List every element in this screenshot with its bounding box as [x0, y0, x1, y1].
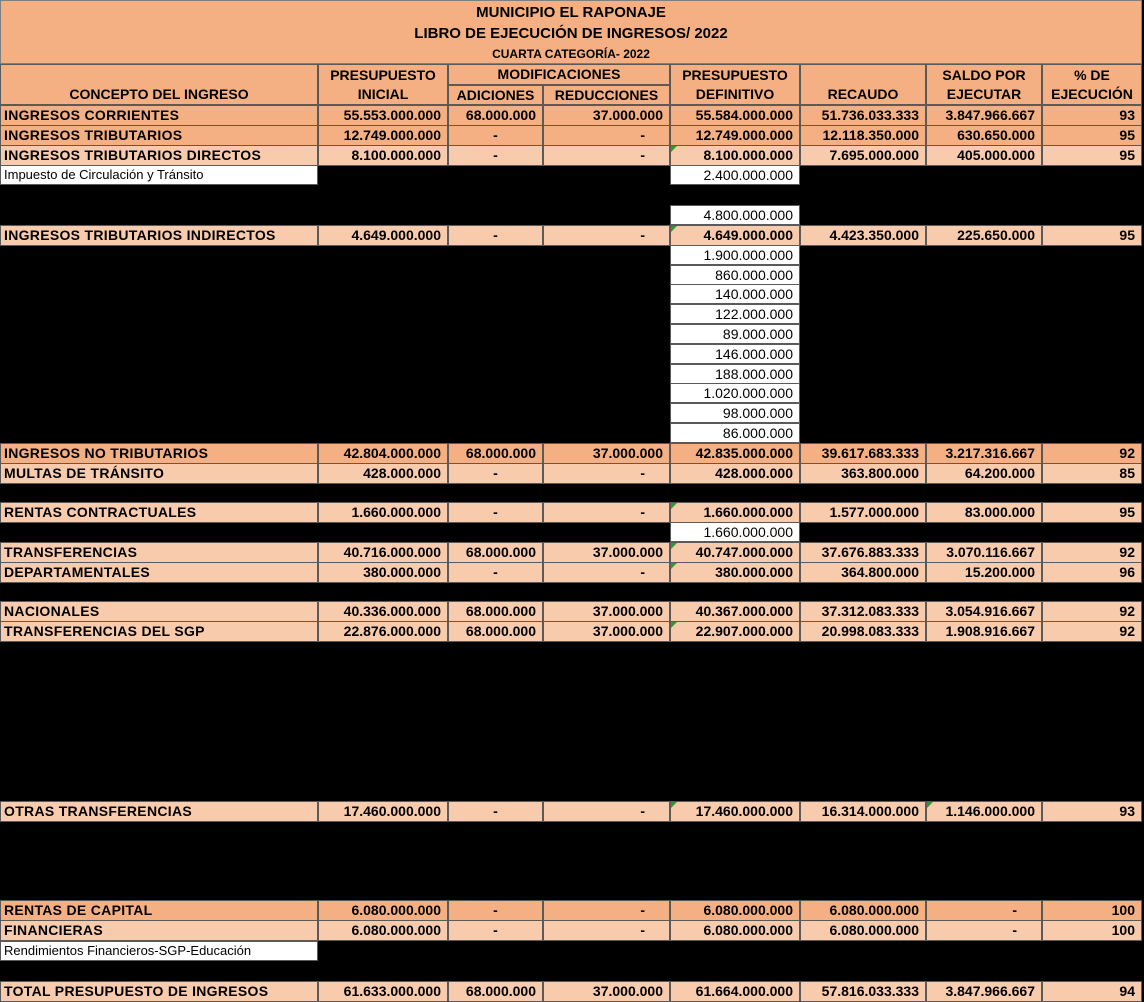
row-saldo-cell: 3.847.966.667: [926, 981, 1042, 1002]
sub-item-value: 1.020.000.000: [670, 383, 800, 403]
row-reducciones-cell: -: [543, 463, 670, 484]
row-inicial-cell: 1.660.000.000: [318, 502, 448, 523]
row-adiciones-cell: 68.000.000: [448, 443, 543, 464]
row-adiciones-cell: 68.000.000: [448, 105, 543, 126]
row-reducciones-cell: 37.000.000: [543, 105, 670, 126]
row-adiciones-cell: -: [448, 125, 543, 146]
row-concepto-cell: INGRESOS TRIBUTARIOS: [0, 125, 318, 146]
row-pct-cell: 96: [1042, 562, 1142, 583]
row-inicial-cell: 428.000.000: [318, 463, 448, 484]
row-recaudo-cell: 12.118.350.000: [800, 125, 926, 146]
col-header-recaudo-line2: RECAUDO: [827, 86, 899, 102]
sub-item-value: 86.000.000: [670, 423, 800, 443]
row-adiciones-cell: 68.000.000: [448, 542, 543, 563]
sub-item-value: 89.000.000: [670, 324, 800, 344]
col-header-porcentaje: [1042, 64, 1142, 105]
row-inicial-cell: 61.633.000.000: [318, 981, 448, 1002]
row-saldo-cell: -: [926, 900, 1042, 921]
sub-item-value: 140.000.000: [670, 284, 800, 304]
row-pct-cell: 92: [1042, 601, 1142, 622]
row-reducciones-cell: -: [543, 920, 670, 941]
row-concepto-cell: FINANCIERAS: [0, 920, 318, 941]
row-concepto-cell: MULTAS DE TRÁNSITO: [0, 463, 318, 484]
row-pct-cell: 92: [1042, 542, 1142, 563]
municipality-title: MUNICIPIO EL RAPONAJE: [476, 4, 666, 21]
green-triangle-marker: [671, 503, 677, 509]
row-reducciones-cell: 37.000.000: [543, 601, 670, 622]
col-header-saldo: [926, 64, 1042, 105]
row-adiciones-cell: -: [448, 562, 543, 583]
book-title: LIBRO DE EJECUCIÓN DE INGRESOS/ 2022: [414, 25, 728, 42]
row-saldo-cell: 3.847.966.667: [926, 105, 1042, 126]
row-pct-cell: 92: [1042, 443, 1142, 464]
row-recaudo-cell: 20.998.083.333: [800, 621, 926, 642]
row-inicial-cell: 6.080.000.000: [318, 900, 448, 921]
row-pct-cell: 100: [1042, 900, 1142, 921]
row-definitivo-cell: 12.749.000.000: [670, 125, 800, 146]
row-adiciones-cell: -: [448, 801, 543, 822]
sub-item-value: 1.900.000.000: [670, 245, 800, 265]
row-recaudo-cell: 7.695.000.000: [800, 145, 926, 166]
row-inicial-cell: 42.804.000.000: [318, 443, 448, 464]
row-adiciones-cell: -: [448, 145, 543, 166]
row-concepto-cell: RENTAS CONTRACTUALES: [0, 502, 318, 523]
row-concepto-cell: TRANSFERENCIAS: [0, 542, 318, 563]
row-saldo-cell: 15.200.000: [926, 562, 1042, 583]
row-reducciones-cell: -: [543, 900, 670, 921]
row-reducciones-cell: -: [543, 801, 670, 822]
row-pct-cell: 85: [1042, 463, 1142, 484]
row-reducciones-cell: -: [543, 502, 670, 523]
row-pct-cell: 94: [1042, 981, 1142, 1002]
col-header-concepto-line2: CONCEPTO DEL INGRESO: [69, 86, 249, 102]
row-definitivo-cell: 380.000.000: [670, 562, 800, 583]
col-header-porcentaje-line1: % DE: [1074, 67, 1110, 83]
green-triangle-marker: [671, 146, 677, 152]
sheet-title-block: [0, 0, 1142, 64]
row-concepto-cell: TOTAL PRESUPUESTO DE INGRESOS: [0, 981, 318, 1002]
row-adiciones-cell: -: [448, 502, 543, 523]
row-definitivo-cell: 40.747.000.000: [670, 542, 800, 563]
row-definitivo-cell: 428.000.000: [670, 463, 800, 484]
row-pct-cell: 93: [1042, 801, 1142, 822]
col-header-presupuesto-definitivo: [670, 64, 800, 105]
row-inicial-cell: 40.336.000.000: [318, 601, 448, 622]
row-inicial-cell: 55.553.000.000: [318, 105, 448, 126]
sub-item-value: 4.800.000.000: [670, 205, 800, 225]
row-adiciones-cell: 68.000.000: [448, 601, 543, 622]
row-concepto-cell: TRANSFERENCIAS DEL SGP: [0, 621, 318, 642]
row-inicial-cell: 12.749.000.000: [318, 125, 448, 146]
row-inicial-cell: 380.000.000: [318, 562, 448, 583]
col-header-recaudo: [800, 64, 926, 105]
row-recaudo-cell: 51.736.033.333: [800, 105, 926, 126]
row-recaudo-cell: 364.800.000: [800, 562, 926, 583]
row-definitivo-cell: 1.660.000.000: [670, 502, 800, 523]
row-pct-cell: 95: [1042, 502, 1142, 523]
row-concepto-cell: OTRAS TRANSFERENCIAS: [0, 801, 318, 822]
row-saldo-cell: -: [926, 920, 1042, 941]
col-header-presupuesto-inicial-line2: INICIAL: [357, 86, 409, 102]
sub-item-label: Impuesto de Circulación y Tránsito: [0, 165, 318, 185]
row-adiciones-cell: -: [448, 463, 543, 484]
col-header-presupuesto-inicial-line1: PRESUPUESTO: [330, 67, 436, 83]
row-saldo-cell: 630.650.000: [926, 125, 1042, 146]
col-header-saldo-line2: EJECUTAR: [946, 86, 1022, 102]
row-saldo-cell: 3.070.116.667: [926, 542, 1042, 563]
col-header-presupuesto-definitivo-line2: DEFINITIVO: [695, 86, 775, 102]
row-saldo-cell: 1.146.000.000: [926, 801, 1042, 822]
sub-item-label: Rendimientos Financieros-SGP-Educación: [0, 941, 318, 961]
sub-item-value: 860.000.000: [670, 265, 800, 285]
row-recaudo-cell: 39.617.683.333: [800, 443, 926, 464]
row-pct-cell: 95: [1042, 125, 1142, 146]
sub-item-value: 122.000.000: [670, 304, 800, 324]
col-header-modificaciones: MODIFICACIONES: [448, 64, 670, 85]
col-header-concepto: [0, 64, 318, 105]
row-saldo-cell: 3.054.916.667: [926, 601, 1042, 622]
col-header-saldo-line1: SALDO POR: [942, 67, 1026, 83]
row-pct-cell: 92: [1042, 621, 1142, 642]
row-concepto-cell: DEPARTAMENTALES: [0, 562, 318, 583]
category-subtitle: CUARTA CATEGORÍA- 2022: [492, 47, 650, 61]
row-saldo-cell: 405.000.000: [926, 145, 1042, 166]
row-reducciones-cell: 37.000.000: [543, 443, 670, 464]
col-header-porcentaje-line2: EJECUCIÓN: [1051, 86, 1133, 102]
row-recaudo-cell: 57.816.033.333: [800, 981, 926, 1002]
row-concepto-cell: INGRESOS NO TRIBUTARIOS: [0, 443, 318, 464]
row-recaudo-cell: 6.080.000.000: [800, 900, 926, 921]
row-definitivo-cell: 8.100.000.000: [670, 145, 800, 166]
row-inicial-cell: 4.649.000.000: [318, 225, 448, 246]
row-definitivo-cell: 61.664.000.000: [670, 981, 800, 1002]
row-recaudo-cell: 4.423.350.000: [800, 225, 926, 246]
row-recaudo-cell: 363.800.000: [800, 463, 926, 484]
sub-item-value: 1.660.000.000: [670, 522, 800, 542]
row-adiciones-cell: -: [448, 900, 543, 921]
row-definitivo-cell: 4.649.000.000: [670, 225, 800, 246]
row-concepto-cell: INGRESOS TRIBUTARIOS DIRECTOS: [0, 145, 318, 166]
row-recaudo-cell: 37.312.083.333: [800, 601, 926, 622]
row-adiciones-cell: 68.000.000: [448, 981, 543, 1002]
row-inicial-cell: 40.716.000.000: [318, 542, 448, 563]
green-triangle-marker: [671, 563, 677, 569]
row-adiciones-cell: -: [448, 920, 543, 941]
row-saldo-cell: 225.650.000: [926, 225, 1042, 246]
row-concepto-cell: INGRESOS CORRIENTES: [0, 105, 318, 126]
row-adiciones-cell: -: [448, 225, 543, 246]
sub-item-value: 146.000.000: [670, 344, 800, 364]
row-reducciones-cell: -: [543, 225, 670, 246]
row-recaudo-cell: 16.314.000.000: [800, 801, 926, 822]
sub-item-value: 188.000.000: [670, 364, 800, 384]
row-concepto-cell: NACIONALES: [0, 601, 318, 622]
green-triangle-marker: [671, 543, 677, 549]
row-inicial-cell: 8.100.000.000: [318, 145, 448, 166]
row-saldo-cell: 3.217.316.667: [926, 443, 1042, 464]
row-recaudo-cell: 1.577.000.000: [800, 502, 926, 523]
row-pct-cell: 93: [1042, 105, 1142, 126]
green-triangle-marker: [671, 622, 677, 628]
row-pct-cell: 100: [1042, 920, 1142, 941]
row-saldo-cell: 83.000.000: [926, 502, 1042, 523]
row-concepto-cell: RENTAS DE CAPITAL: [0, 900, 318, 921]
green-triangle-marker: [671, 226, 677, 232]
row-recaudo-cell: 6.080.000.000: [800, 920, 926, 941]
row-saldo-cell: 64.200.000: [926, 463, 1042, 484]
row-pct-cell: 95: [1042, 225, 1142, 246]
row-concepto-cell: INGRESOS TRIBUTARIOS INDIRECTOS: [0, 225, 318, 246]
row-pct-cell: 95: [1042, 145, 1142, 166]
row-inicial-cell: 6.080.000.000: [318, 920, 448, 941]
col-header-presupuesto-definitivo-line1: PRESUPUESTO: [682, 67, 788, 83]
col-header-adiciones: ADICIONES: [448, 85, 543, 105]
green-triangle-marker: [671, 802, 677, 808]
row-reducciones-cell: 37.000.000: [543, 542, 670, 563]
row-inicial-cell: 22.876.000.000: [318, 621, 448, 642]
row-definitivo-cell: 6.080.000.000: [670, 920, 800, 941]
row-definitivo-cell: 42.835.000.000: [670, 443, 800, 464]
row-definitivo-cell: 22.907.000.000: [670, 621, 800, 642]
col-header-reducciones: REDUCCIONES: [543, 85, 670, 105]
row-reducciones-cell: -: [543, 562, 670, 583]
sub-item-value: 2.400.000.000: [670, 165, 800, 185]
row-saldo-cell: 1.908.916.667: [926, 621, 1042, 642]
green-triangle-marker: [927, 802, 933, 808]
row-definitivo-cell: 55.584.000.000: [670, 105, 800, 126]
row-definitivo-cell: 6.080.000.000: [670, 900, 800, 921]
row-definitivo-cell: 17.460.000.000: [670, 801, 800, 822]
row-recaudo-cell: 37.676.883.333: [800, 542, 926, 563]
row-reducciones-cell: 37.000.000: [543, 981, 670, 1002]
row-reducciones-cell: 37.000.000: [543, 621, 670, 642]
row-inicial-cell: 17.460.000.000: [318, 801, 448, 822]
sub-item-value: 98.000.000: [670, 403, 800, 423]
row-adiciones-cell: 68.000.000: [448, 621, 543, 642]
row-reducciones-cell: -: [543, 125, 670, 146]
col-header-presupuesto-inicial: [318, 64, 448, 105]
row-definitivo-cell: 40.367.000.000: [670, 601, 800, 622]
row-reducciones-cell: -: [543, 145, 670, 166]
